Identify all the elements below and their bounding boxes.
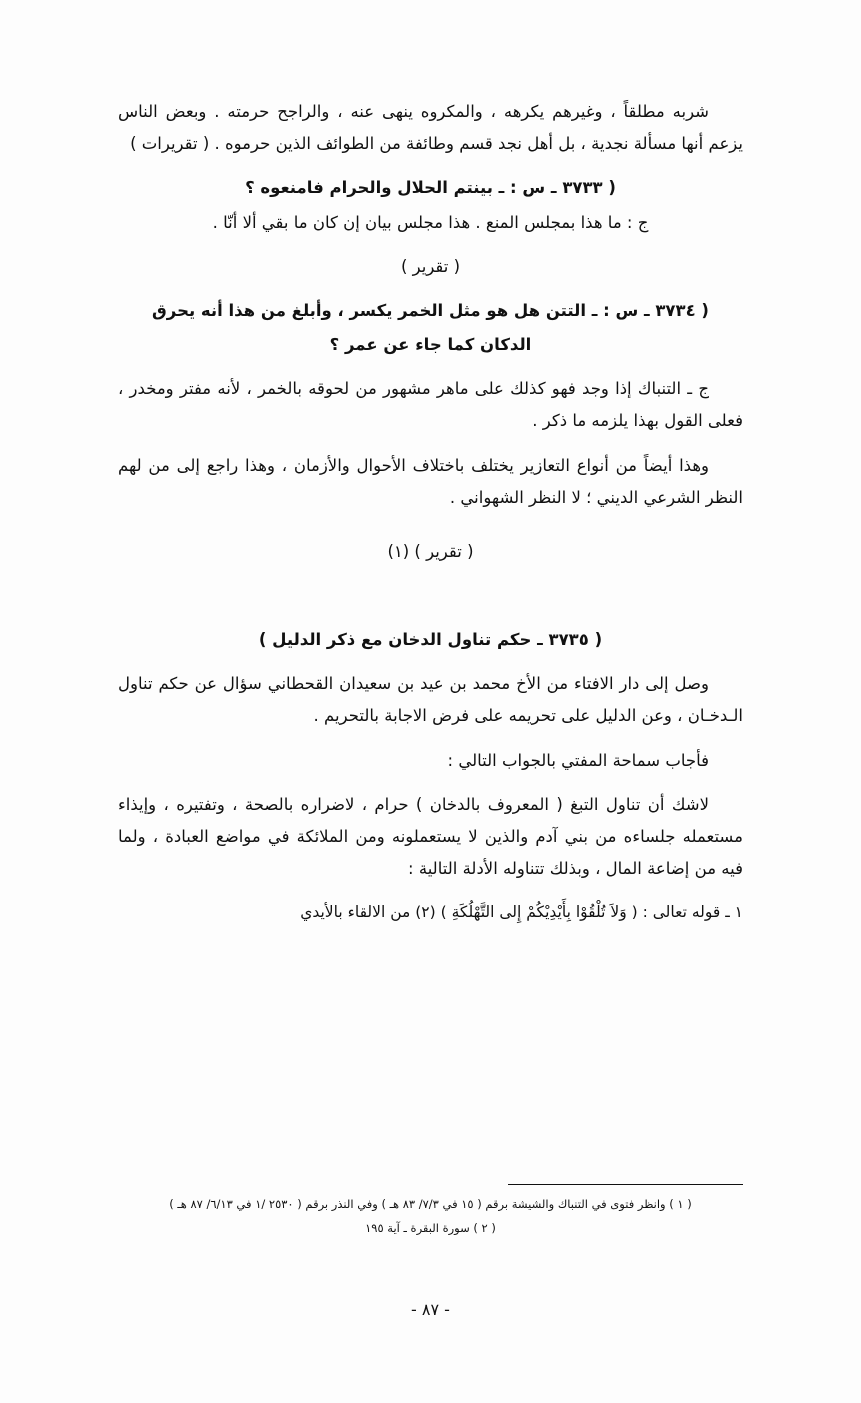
spacer <box>118 887 743 897</box>
spacer <box>118 440 743 450</box>
spacer <box>118 658 743 668</box>
source-taqrir-1: ( تقرير ) <box>400 256 461 276</box>
spacer <box>118 779 743 789</box>
footnote-2: ( ٢ ) سورة البقرة ـ آية ١٩٥ <box>365 1221 496 1236</box>
footnotes-area <box>118 1184 743 1243</box>
spacer <box>118 516 743 536</box>
paragraph-tobacco-ruling: لاشك أن تناول التبغ ( المعروف بالدخان ) حرام ، لاضراره بالصحة ، وتفتيره ، وإيذاء مستعمله جلساءه من بني آدم والذين لا يستعملونه ومن الملائكة في مواضع العبادة ، ولما فيه من إضاعة المال ، وبذلك تتناوله الأدلة التالية : <box>118 794 743 879</box>
spacer <box>118 735 743 745</box>
page-content <box>118 96 743 929</box>
answer-3733: ج : ما هذا بمجلس المنع . هذا مجلس بيان إن كان ما بقي ألا أنّا . <box>212 212 649 232</box>
question-3734-continued: الدكان كما جاء عن عمر ؟ <box>329 335 532 355</box>
spacer <box>118 363 743 373</box>
spacer <box>118 604 743 624</box>
spacer <box>118 285 743 295</box>
paragraph-evidence-1: ١ ـ قوله تعالى : ( وَلاَ تُلْقُوْا بِأَيْدِيْكُمْ إِلى التَّهْلُكَةِ ) (٢) من الالقاء بالأيدي <box>300 903 743 922</box>
paragraph-fatwa-request: وصل إلى دار الافتاء من الأخ محمد بن عيد بن سعيدان القحطاني سؤال عن حكم تناول الـدخـان ، وعن الدليل على تحريمه على فرض الاجابة بالتحريم . <box>118 674 743 726</box>
answer-3734: ج ـ التنباك إذا وجد فهو كذلك على ماهر مشهور من لحوقه بالخمر ، لأنه مفتر ومخدر ، فعلى القول بهذا يلزمه ما ذكر . <box>118 379 743 431</box>
page-number: - ٨٧ - <box>411 1300 450 1319</box>
footnote-1: ( ١ ) وانظر فتوى في التنباك والشيشة برقم ( ١٥ في ٧/٣/ ٨٣ هـ ) وفي النذر برقم ( ٢٥٣٠ /١ في ٦/١٣/ ٨٧ هـ ) <box>169 1196 692 1211</box>
source-taqrir-2: ( تقرير ) (١) <box>387 541 474 561</box>
spacer <box>118 241 743 251</box>
paragraph-tazir: وهذا أيضاً من أنواع التعازير يختلف باختلاف الأحوال والأزمان ، وهذا راجع إلى من لهم النظر الشرعي الديني ؛ لا النظر الشهواني . <box>118 455 743 507</box>
question-3733: ( ٣٧٣٣ ـ س : ـ بينتم الحلال والحرام فامنعوه ؟ <box>245 178 616 198</box>
section-heading-3735: ( ٣٧٣٥ ـ حكم تناول الدخان مع ذكر الدليل ) <box>258 630 603 650</box>
paragraph-mufti-reply-intro: فأجاب سماحة المفتي بالجواب التالي : <box>447 750 709 770</box>
spacer <box>118 162 743 172</box>
question-3734: ( ٣٧٣٤ ـ س : ـ التتن هل هو مثل الخمر يكسر ، وأبلغ من هذا أنه يحرق <box>152 300 709 320</box>
spacer <box>118 570 743 604</box>
paragraph-shurbuhu: شربه مطلقاً ، وغيرهم يكرهه ، والمكروه ينهى عنه ، والراجح حرمته . وبعض الناس يزعم أنها مسألة نجدية ، بل أهل نجد قسم وطائفة من الطوائف الذين حرموه . ( تقريرات ) <box>118 102 743 154</box>
footnote-divider <box>508 1184 743 1185</box>
